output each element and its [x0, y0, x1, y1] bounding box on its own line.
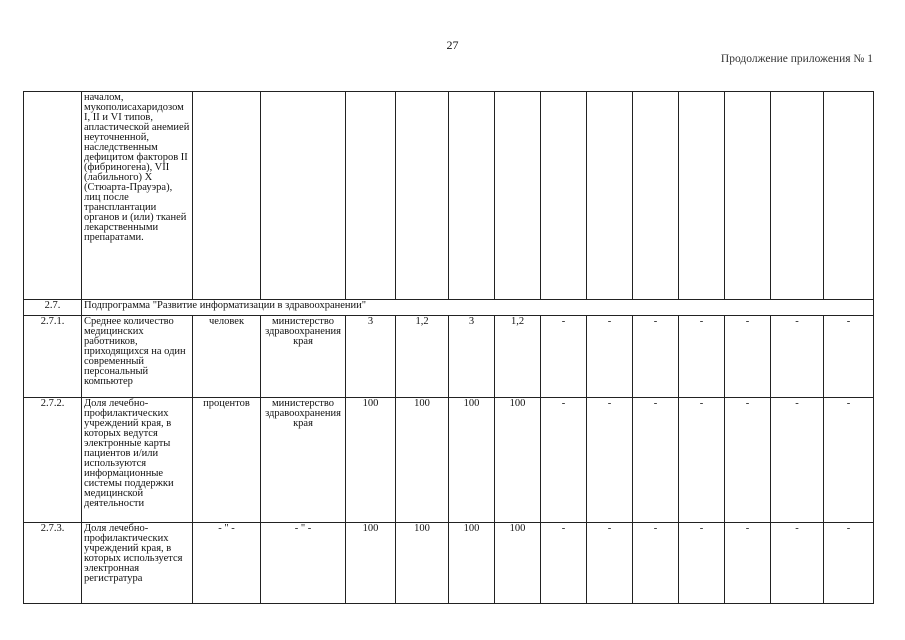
row-number: 2.7.3. [24, 523, 82, 604]
value-cell: - [824, 523, 874, 604]
responsible-cell: министерство здравоохранения края [261, 398, 346, 523]
page-number: 27 [446, 38, 459, 52]
value-cell: - [679, 523, 725, 604]
value-cell [587, 92, 633, 300]
value-cell [541, 92, 587, 300]
indicator-name: Доля лечебно-профилактических учреждений края, в которых ведутся электронные карты пациентов и/или используются информационные системы поддержки медицинской деятельности [82, 398, 193, 523]
value-cell: - [633, 523, 679, 604]
table-row [24, 398, 874, 523]
responsible-cell [261, 92, 346, 300]
indicator-name: Среднее количество медицинских работников, приходящихся на один современный персональный компьютер [82, 316, 193, 398]
value-cell: 100 [449, 523, 495, 604]
value-cell: 100 [346, 523, 396, 604]
value-cell [346, 92, 396, 300]
value-cell: - [587, 316, 633, 398]
value-cell: 100 [449, 398, 495, 523]
value-cell: 100 [396, 398, 449, 523]
value-cell [771, 92, 824, 300]
table-row [24, 316, 874, 398]
row-number: 2.7. [24, 300, 82, 316]
value-cell [396, 92, 449, 300]
value-cell [633, 92, 679, 300]
value-cell: - [541, 398, 587, 523]
unit-cell: - " - [193, 523, 261, 604]
unit-cell: процентов [193, 398, 261, 523]
value-cell [495, 92, 541, 300]
value-cell: - [824, 316, 874, 398]
subprogram-title: Подпрограмма "Развитие информатизации в здравоохранении" [82, 300, 874, 316]
value-cell: 100 [346, 398, 396, 523]
value-cell: - [824, 398, 874, 523]
row-number: 2.7.1. [24, 316, 82, 398]
indicator-name: началом, мукополисахаридозом I, II и VI типов, апластической анемией неуточненной, наследственным дефицитом факторов II (фибриногена), VII (лабильного) X (Стюарта-Прауэра), лиц после трансплантации органов и (или) тканей лекарственными препаратами. [82, 92, 193, 300]
continuation-label: Продолжение приложения № 1 [720, 53, 873, 65]
table-row [24, 92, 874, 300]
value-cell: - [587, 523, 633, 604]
value-cell: 100 [495, 523, 541, 604]
value-cell: - [771, 523, 824, 604]
value-cell [679, 92, 725, 300]
value-cell: - [633, 316, 679, 398]
responsible-cell: - " - [261, 523, 346, 604]
responsible-cell: министерство здравоохранения края [261, 316, 346, 398]
value-cell: 100 [396, 523, 449, 604]
value-cell: - [771, 316, 824, 398]
row-number: 2.7.2. [24, 398, 82, 523]
value-cell: - [725, 523, 771, 604]
value-cell: 3 [346, 316, 396, 398]
value-cell: - [771, 398, 824, 523]
unit-cell: человек [193, 316, 261, 398]
value-cell: 1,2 [396, 316, 449, 398]
value-cell: - [541, 316, 587, 398]
indicators-table [23, 91, 874, 604]
table-row [24, 523, 874, 604]
value-cell [824, 92, 874, 300]
value-cell: - [725, 316, 771, 398]
value-cell: - [587, 398, 633, 523]
value-cell: - [679, 316, 725, 398]
value-cell: - [541, 523, 587, 604]
value-cell: - [679, 398, 725, 523]
row-number [24, 92, 82, 300]
value-cell: - [725, 398, 771, 523]
indicator-name: Доля лечебно-профилактических учреждений края, в которых используется электронная регистратура [82, 523, 193, 604]
value-cell [725, 92, 771, 300]
value-cell: 100 [495, 398, 541, 523]
value-cell [449, 92, 495, 300]
value-cell: 1,2 [495, 316, 541, 398]
unit-cell [193, 92, 261, 300]
value-cell: 3 [449, 316, 495, 398]
value-cell: - [633, 398, 679, 523]
subprogram-row [24, 300, 874, 316]
